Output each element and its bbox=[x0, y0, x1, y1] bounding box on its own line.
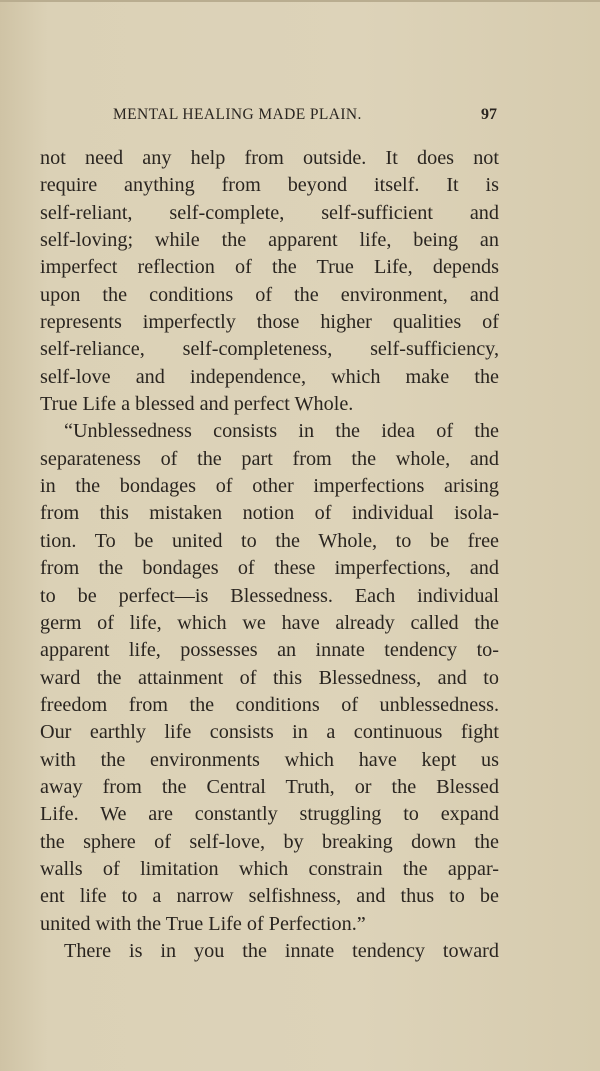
page-header bbox=[0, 106, 600, 128]
text-line: with the environments which have kept us bbox=[40, 748, 499, 771]
text-line: to be perfect—is Blessedness. Each individual bbox=[40, 584, 499, 607]
text-line: not need any help from outside. It does not bbox=[40, 147, 499, 169]
text-line: “Unblessedness consists in the idea of the bbox=[64, 420, 499, 443]
text-line: away from the Central Truth, or the Blessed bbox=[40, 775, 499, 798]
text-line: in the bondages of other imperfections arising bbox=[40, 475, 499, 498]
text-line: the sphere of self-love, by breaking down the bbox=[40, 830, 499, 853]
text-line: There is in you the innate tendency toward bbox=[64, 939, 499, 962]
page-edge bbox=[0, 0, 600, 2]
text-line: Life. We are constantly struggling to expand bbox=[40, 803, 499, 826]
text-line: imperfect reflection of the True Life, depends bbox=[40, 256, 499, 279]
text-line: represents imperfectly those higher qualities of bbox=[40, 311, 499, 334]
text-line: self-reliance, self-completeness, self-sufficiency, bbox=[40, 338, 499, 361]
text-line: self-love and independence, which make the bbox=[40, 365, 499, 388]
text-line: walls of limitation which constrain the appar- bbox=[40, 857, 499, 880]
body-text bbox=[40, 145, 499, 965]
text-line: separateness of the part from the whole, and bbox=[40, 447, 499, 470]
text-line: united with the True Life of Perfection.” bbox=[40, 912, 366, 935]
text-line: from the bondages of these imperfections, and bbox=[40, 557, 499, 580]
text-line: from this mistaken notion of individual isola- bbox=[40, 502, 499, 525]
text-line: tion. To be united to the Whole, to be free bbox=[40, 529, 499, 552]
text-line: apparent life, possesses an innate tendency to- bbox=[40, 639, 499, 662]
text-line: ward the attainment of this Blessedness, and to bbox=[40, 666, 499, 689]
text-line: upon the conditions of the environment, and bbox=[40, 283, 499, 306]
text-line: germ of life, which we have already called the bbox=[40, 611, 499, 634]
page-number: 97 bbox=[481, 106, 497, 123]
text-line: self-reliant, self-complete, self-sufficient and bbox=[40, 201, 499, 224]
text-line: Our earthly life consists in a continuous fight bbox=[40, 721, 499, 744]
text-line: freedom from the conditions of unblessedness. bbox=[40, 693, 499, 716]
text-line: True Life a blessed and perfect Whole. bbox=[40, 393, 354, 416]
running-title: MENTAL HEALING MADE PLAIN. bbox=[113, 106, 362, 123]
text-line: require anything from beyond itself. It is bbox=[40, 174, 499, 197]
text-line: self-loving; while the apparent life, being an bbox=[40, 229, 499, 252]
text-line: ent life to a narrow selfishness, and thus to be bbox=[40, 885, 499, 908]
